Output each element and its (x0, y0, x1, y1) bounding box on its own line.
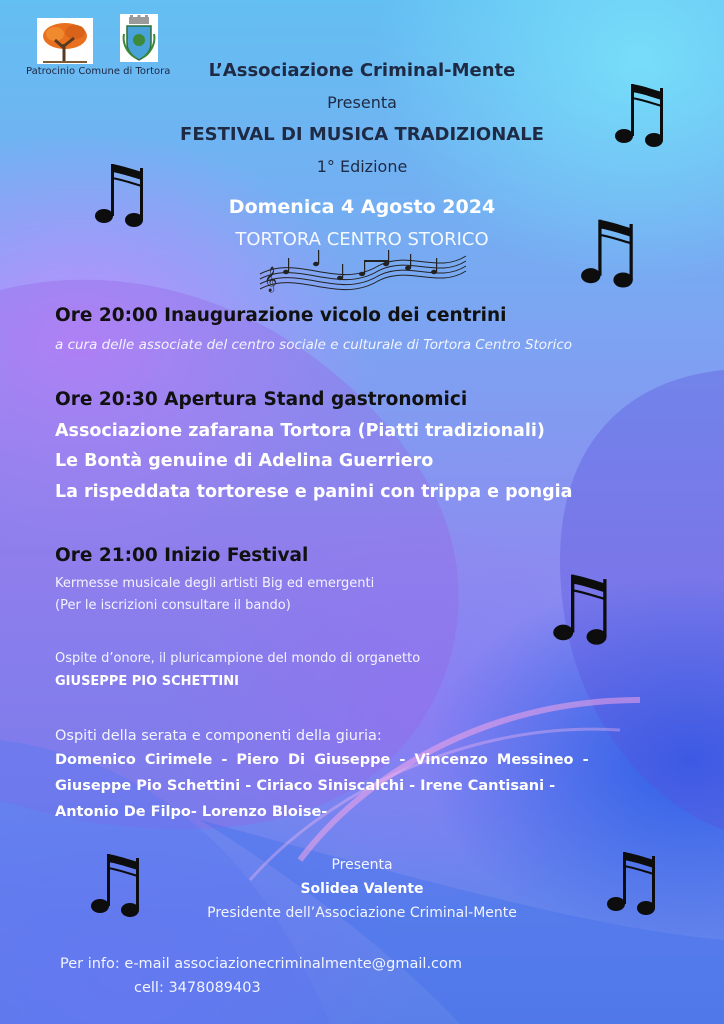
event-date: Domenica 4 Agosto 2024 (228, 196, 496, 218)
presenta-label: Presenta (327, 93, 397, 112)
organization-name: L’Associazione Criminal-Mente (208, 60, 516, 81)
program-heading-inauguration: Ore 20:00 Inaugurazione vicolo dei centrini (55, 305, 507, 326)
event-place: TORTORA CENTRO STORICO (235, 229, 489, 250)
svg-text:𝄞: 𝄞 (264, 267, 278, 292)
contact-email: Per info: e-mail associazionecriminalmente@gmail.com (60, 956, 463, 972)
festival-line: Kermesse musicale degli artisti Big ed emergenti (55, 576, 375, 591)
stand-line: Associazione zafarana Tortora (Piatti tradizionali) (55, 421, 545, 441)
host-presenta: Presenta (331, 857, 393, 873)
town-crest-icon (120, 14, 158, 62)
edition-label: 1° Edizione (316, 157, 408, 176)
music-note-icon (580, 212, 636, 292)
contact-cell: cell: 3478089403 (134, 980, 261, 996)
guest-of-honor-name: GIUSEPPE PIO SCHETTINI (55, 674, 239, 689)
program-heading-festival: Ore 21:00 Inizio Festival (55, 545, 309, 566)
guest-of-honor-intro: Ospite d’onore, il pluricampione del mondo di organetto (55, 651, 421, 666)
program-heading-stands: Ore 20:30 Apertura Stand gastronomici (55, 389, 468, 410)
host-role: Presidente dell’Associazione Criminal-Mente (207, 905, 517, 921)
festival-title: FESTIVAL DI MUSICA TRADIZIONALE (180, 124, 544, 145)
stand-line: Le Bontà genuine di Adelina Guerriero (55, 451, 434, 471)
music-note-icon (552, 568, 610, 648)
host-name: Solidea Valente (300, 881, 424, 897)
program-line-curators: a cura delle associate del centro sociale e culturale di Tortora Centro Storico (55, 337, 573, 353)
music-staff-icon (258, 244, 468, 300)
jury-line: Antonio De Filpo- Lorenzo Bloise- (55, 804, 328, 820)
jury-line: Giuseppe Pio Schettini - Ciriaco Siniscalchi - Irene Cantisani - (55, 778, 556, 794)
stand-line: La rispeddata tortorese e panini con trippa e pongia (55, 482, 573, 502)
patronage-label: Patrocinio Comune di Tortora (26, 66, 171, 77)
festival-line: (Per le iscrizioni consultare il bando) (55, 598, 291, 613)
tree-logo-icon (37, 18, 93, 64)
music-note-icon (614, 78, 666, 150)
jury-line: Domenico Cirimele - Piero Di Giuseppe - Vincenzo Messineo - (55, 752, 589, 768)
jury-intro: Ospiti della serata e componenti della giuria: (55, 728, 382, 744)
music-note-icon (94, 158, 146, 230)
